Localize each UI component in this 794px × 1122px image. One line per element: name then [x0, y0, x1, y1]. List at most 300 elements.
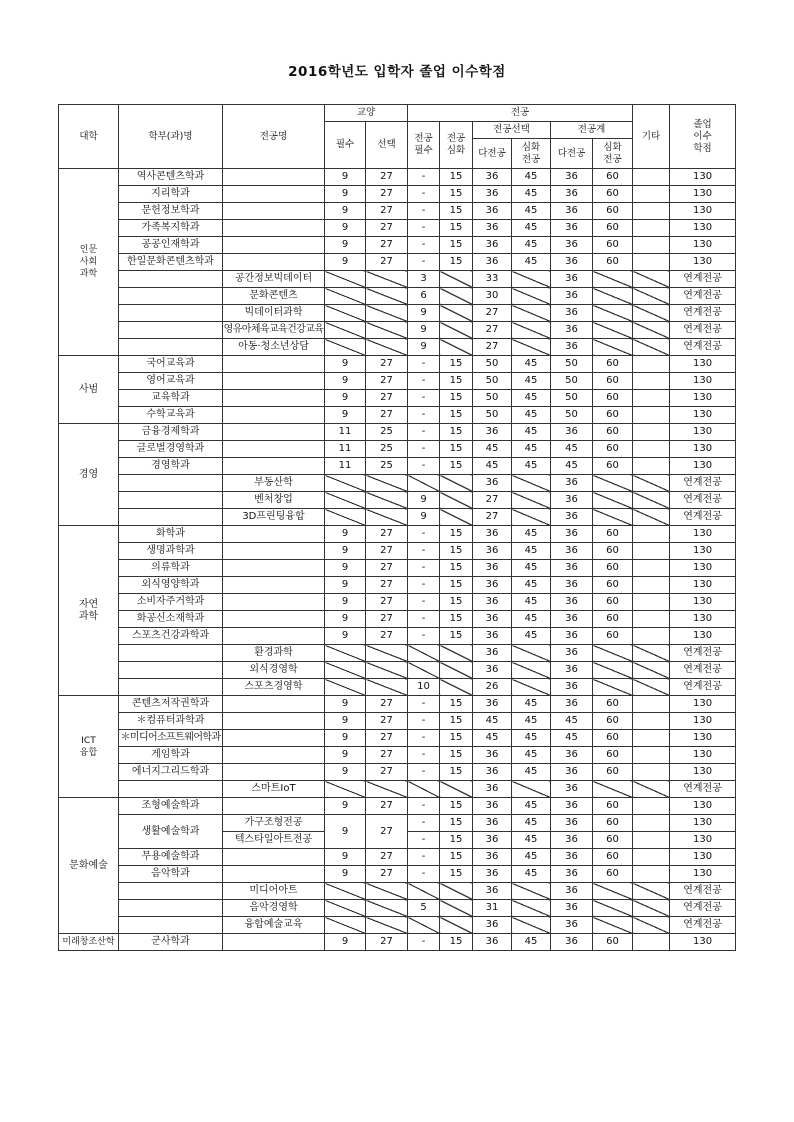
total-advanced-empty-cell	[593, 679, 633, 696]
total-multi-cell: 36	[551, 883, 593, 900]
etc-cell	[633, 186, 670, 203]
etc-cell	[633, 594, 670, 611]
select-multi-cell: 50	[473, 407, 512, 424]
select-advanced-cell: 45	[512, 696, 551, 713]
major-advanced-empty-cell	[440, 305, 473, 322]
major-cell	[223, 713, 325, 730]
major-required-cell: -	[408, 560, 440, 577]
college-cell: 자연 과학	[59, 526, 119, 696]
liberal-required-cell: 9	[325, 237, 366, 254]
liberal-required-empty-cell	[325, 339, 366, 356]
major-cell	[223, 356, 325, 373]
liberal-elective-cell: 27	[366, 220, 408, 237]
major-cell	[223, 798, 325, 815]
department-cell: ＊컴퓨터과학과	[119, 713, 223, 730]
major-required-cell: -	[408, 866, 440, 883]
select-advanced-empty-cell	[512, 339, 551, 356]
major-required-cell: -	[408, 543, 440, 560]
liberal-required-empty-cell	[325, 645, 366, 662]
total-multi-cell: 36	[551, 424, 593, 441]
total-advanced-empty-cell	[593, 339, 633, 356]
liberal-elective-cell: 27	[366, 611, 408, 628]
graduation-credits-cell: 130	[670, 849, 736, 866]
select-multi-cell: 36	[473, 883, 512, 900]
select-advanced-cell: 45	[512, 866, 551, 883]
total-multi-cell: 36	[551, 628, 593, 645]
liberal-required-cell: 9	[325, 543, 366, 560]
liberal-required-cell: 9	[325, 373, 366, 390]
total-multi-cell: 36	[551, 934, 593, 951]
header-etc: 기타	[633, 105, 670, 169]
table-row	[59, 475, 736, 492]
total-advanced-empty-cell	[593, 271, 633, 288]
table-row	[59, 730, 736, 747]
liberal-required-cell: 9	[325, 407, 366, 424]
major-advanced-cell: 15	[440, 407, 473, 424]
liberal-required-cell: 9	[325, 730, 366, 747]
liberal-required-cell: 9	[325, 594, 366, 611]
department-cell	[119, 475, 223, 492]
major-required-cell: -	[408, 696, 440, 713]
total-advanced-cell: 60	[593, 594, 633, 611]
liberal-required-cell: 9	[325, 764, 366, 781]
major-cell: 스마트IoT	[223, 781, 325, 798]
department-cell	[119, 288, 223, 305]
total-multi-cell: 36	[551, 611, 593, 628]
select-advanced-cell: 45	[512, 798, 551, 815]
select-multi-cell: 36	[473, 645, 512, 662]
major-required-empty-cell	[408, 645, 440, 662]
liberal-elective-cell: 27	[366, 186, 408, 203]
table-row	[59, 288, 736, 305]
select-advanced-empty-cell	[512, 475, 551, 492]
major-required-empty-cell	[408, 475, 440, 492]
select-multi-cell: 36	[473, 186, 512, 203]
select-multi-cell: 31	[473, 900, 512, 917]
table-row	[59, 543, 736, 560]
liberal-required-cell: 9	[325, 220, 366, 237]
table-row	[59, 611, 736, 628]
department-cell	[119, 271, 223, 288]
graduation-credits-cell: 130	[670, 764, 736, 781]
major-required-cell: 9	[408, 339, 440, 356]
total-advanced-cell: 60	[593, 526, 633, 543]
total-multi-cell: 36	[551, 679, 593, 696]
select-advanced-empty-cell	[512, 900, 551, 917]
major-required-cell: 9	[408, 305, 440, 322]
table-row	[59, 917, 736, 934]
table-row	[59, 441, 736, 458]
select-multi-cell: 36	[473, 662, 512, 679]
credits-table	[58, 104, 736, 951]
liberal-required-cell: 9	[325, 560, 366, 577]
college-cell: 미래창조산학	[59, 934, 119, 951]
etc-cell	[633, 373, 670, 390]
major-advanced-cell: 15	[440, 186, 473, 203]
table-row	[59, 254, 736, 271]
header-major-name: 전공명	[223, 105, 325, 169]
total-multi-cell: 36	[551, 254, 593, 271]
total-multi-cell: 36	[551, 237, 593, 254]
etc-cell	[633, 934, 670, 951]
select-advanced-cell: 45	[512, 730, 551, 747]
department-cell: 스포츠건강과학과	[119, 628, 223, 645]
total-multi-cell: 50	[551, 407, 593, 424]
select-multi-cell: 50	[473, 356, 512, 373]
table-row	[59, 305, 736, 322]
table-body	[59, 169, 736, 951]
graduation-credits-cell: 연계전공	[670, 339, 736, 356]
liberal-required-empty-cell	[325, 917, 366, 934]
total-multi-cell: 36	[551, 169, 593, 186]
major-advanced-empty-cell	[440, 645, 473, 662]
liberal-required-cell: 9	[325, 815, 366, 849]
major-cell	[223, 424, 325, 441]
department-cell	[119, 322, 223, 339]
total-multi-cell: 36	[551, 322, 593, 339]
major-cell	[223, 186, 325, 203]
table-row	[59, 662, 736, 679]
total-multi-cell: 36	[551, 543, 593, 560]
etc-cell	[633, 407, 670, 424]
liberal-required-empty-cell	[325, 271, 366, 288]
major-cell	[223, 849, 325, 866]
etc-empty-cell	[633, 475, 670, 492]
major-advanced-cell: 15	[440, 356, 473, 373]
liberal-elective-empty-cell	[366, 322, 408, 339]
select-advanced-cell: 45	[512, 407, 551, 424]
total-multi-cell: 36	[551, 526, 593, 543]
total-advanced-cell: 60	[593, 186, 633, 203]
liberal-elective-empty-cell	[366, 917, 408, 934]
total-advanced-cell: 60	[593, 866, 633, 883]
etc-cell	[633, 628, 670, 645]
select-multi-cell: 36	[473, 203, 512, 220]
department-cell	[119, 339, 223, 356]
liberal-elective-cell: 27	[366, 203, 408, 220]
graduation-credits-cell: 연계전공	[670, 509, 736, 526]
department-cell	[119, 645, 223, 662]
graduation-credits-cell: 130	[670, 390, 736, 407]
select-multi-cell: 36	[473, 832, 512, 849]
department-cell: 글로벌경영학과	[119, 441, 223, 458]
liberal-elective-cell: 27	[366, 815, 408, 849]
select-advanced-empty-cell	[512, 917, 551, 934]
graduation-credits-cell: 130	[670, 747, 736, 764]
table-row	[59, 458, 736, 475]
table-row	[59, 747, 736, 764]
select-multi-cell: 36	[473, 917, 512, 934]
etc-empty-cell	[633, 271, 670, 288]
graduation-credits-cell: 연계전공	[670, 662, 736, 679]
select-multi-cell: 36	[473, 849, 512, 866]
select-multi-cell: 36	[473, 560, 512, 577]
select-multi-cell: 27	[473, 492, 512, 509]
total-advanced-empty-cell	[593, 781, 633, 798]
major-required-cell: -	[408, 458, 440, 475]
major-required-empty-cell	[408, 917, 440, 934]
department-cell: 영어교육과	[119, 373, 223, 390]
select-multi-cell: 36	[473, 934, 512, 951]
major-required-cell: 9	[408, 322, 440, 339]
select-advanced-cell: 45	[512, 577, 551, 594]
liberal-elective-cell: 27	[366, 730, 408, 747]
major-required-cell: -	[408, 713, 440, 730]
major-advanced-empty-cell	[440, 679, 473, 696]
header-major-total: 전공계	[551, 122, 633, 139]
major-advanced-cell: 15	[440, 543, 473, 560]
college-cell: 경영	[59, 424, 119, 526]
etc-empty-cell	[633, 781, 670, 798]
major-advanced-cell: 15	[440, 577, 473, 594]
select-multi-cell: 36	[473, 543, 512, 560]
graduation-credits-cell: 연계전공	[670, 305, 736, 322]
select-advanced-cell: 45	[512, 815, 551, 832]
liberal-elective-cell: 25	[366, 424, 408, 441]
major-required-cell: -	[408, 594, 440, 611]
select-multi-cell: 36	[473, 611, 512, 628]
major-required-cell: 3	[408, 271, 440, 288]
total-advanced-cell: 60	[593, 849, 633, 866]
liberal-elective-cell: 27	[366, 560, 408, 577]
select-multi-cell: 36	[473, 781, 512, 798]
major-required-cell: -	[408, 186, 440, 203]
liberal-required-cell: 9	[325, 356, 366, 373]
header-major-advanced: 전공 심화	[440, 122, 473, 169]
liberal-required-empty-cell	[325, 662, 366, 679]
etc-cell	[633, 458, 670, 475]
major-advanced-cell: 15	[440, 730, 473, 747]
liberal-required-cell: 11	[325, 458, 366, 475]
major-cell: 외식경영학	[223, 662, 325, 679]
major-cell	[223, 407, 325, 424]
major-required-cell: -	[408, 730, 440, 747]
major-cell: 음악경영학	[223, 900, 325, 917]
graduation-credits-cell: 연계전공	[670, 492, 736, 509]
major-cell	[223, 764, 325, 781]
department-cell	[119, 679, 223, 696]
select-advanced-cell: 45	[512, 373, 551, 390]
select-multi-cell: 26	[473, 679, 512, 696]
table-row	[59, 407, 736, 424]
liberal-required-empty-cell	[325, 883, 366, 900]
total-advanced-cell: 60	[593, 390, 633, 407]
graduation-credits-cell: 연계전공	[670, 322, 736, 339]
select-advanced-empty-cell	[512, 271, 551, 288]
liberal-elective-cell: 27	[366, 526, 408, 543]
etc-cell	[633, 543, 670, 560]
select-multi-cell: 36	[473, 628, 512, 645]
etc-cell	[633, 356, 670, 373]
liberal-elective-cell: 27	[366, 747, 408, 764]
liberal-required-empty-cell	[325, 781, 366, 798]
select-multi-cell: 36	[473, 475, 512, 492]
major-advanced-empty-cell	[440, 492, 473, 509]
header-college: 대학	[59, 105, 119, 169]
liberal-required-empty-cell	[325, 475, 366, 492]
header-major-required: 전공 필수	[408, 122, 440, 169]
major-advanced-cell: 15	[440, 713, 473, 730]
graduation-credits-cell: 130	[670, 186, 736, 203]
graduation-credits-cell: 130	[670, 237, 736, 254]
liberal-required-cell: 9	[325, 696, 366, 713]
liberal-elective-cell: 27	[366, 934, 408, 951]
etc-empty-cell	[633, 305, 670, 322]
department-cell: 화공신소재학과	[119, 611, 223, 628]
major-advanced-empty-cell	[440, 900, 473, 917]
total-advanced-cell: 60	[593, 254, 633, 271]
graduation-credits-cell: 130	[670, 594, 736, 611]
liberal-elective-empty-cell	[366, 509, 408, 526]
major-required-empty-cell	[408, 662, 440, 679]
liberal-elective-empty-cell	[366, 883, 408, 900]
liberal-elective-cell: 27	[366, 577, 408, 594]
department-cell: 문헌정보학과	[119, 203, 223, 220]
total-multi-cell: 36	[551, 832, 593, 849]
etc-cell	[633, 832, 670, 849]
graduation-credits-cell: 연계전공	[670, 645, 736, 662]
liberal-required-empty-cell	[325, 900, 366, 917]
etc-empty-cell	[633, 900, 670, 917]
select-advanced-cell: 45	[512, 203, 551, 220]
total-advanced-cell: 60	[593, 696, 633, 713]
total-multi-cell: 45	[551, 441, 593, 458]
total-multi-cell: 36	[551, 917, 593, 934]
etc-empty-cell	[633, 917, 670, 934]
header-major-group: 전공	[408, 105, 633, 122]
graduation-credits-cell: 130	[670, 730, 736, 747]
table-row	[59, 169, 736, 186]
select-multi-cell: 36	[473, 747, 512, 764]
table-row	[59, 390, 736, 407]
select-advanced-cell: 45	[512, 390, 551, 407]
major-advanced-empty-cell	[440, 322, 473, 339]
liberal-required-empty-cell	[325, 288, 366, 305]
total-advanced-cell: 60	[593, 560, 633, 577]
major-advanced-empty-cell	[440, 339, 473, 356]
major-advanced-cell: 15	[440, 696, 473, 713]
table-row	[59, 883, 736, 900]
graduation-credits-cell: 130	[670, 798, 736, 815]
table-row	[59, 815, 736, 832]
header-select-multi: 다전공	[473, 139, 512, 169]
select-advanced-empty-cell	[512, 322, 551, 339]
etc-cell	[633, 169, 670, 186]
select-multi-cell: 36	[473, 220, 512, 237]
select-multi-cell: 36	[473, 424, 512, 441]
total-advanced-cell: 60	[593, 441, 633, 458]
department-cell: 음악학과	[119, 866, 223, 883]
table-row	[59, 696, 736, 713]
etc-empty-cell	[633, 339, 670, 356]
major-cell	[223, 254, 325, 271]
table-row	[59, 424, 736, 441]
select-advanced-cell: 45	[512, 543, 551, 560]
department-cell: 가족복지학과	[119, 220, 223, 237]
major-advanced-cell: 15	[440, 560, 473, 577]
department-cell	[119, 917, 223, 934]
major-advanced-cell: 15	[440, 441, 473, 458]
table-row	[59, 900, 736, 917]
department-cell: ＊미디어소프트웨어학과	[119, 730, 223, 747]
select-multi-cell: 33	[473, 271, 512, 288]
major-cell	[223, 747, 325, 764]
graduation-credits-cell: 130	[670, 832, 736, 849]
liberal-elective-cell: 27	[366, 390, 408, 407]
major-advanced-cell: 15	[440, 849, 473, 866]
total-multi-cell: 36	[551, 645, 593, 662]
select-advanced-cell: 45	[512, 186, 551, 203]
graduation-credits-cell: 연계전공	[670, 781, 736, 798]
total-advanced-cell: 60	[593, 203, 633, 220]
major-cell	[223, 203, 325, 220]
total-advanced-cell: 60	[593, 730, 633, 747]
major-cell	[223, 696, 325, 713]
major-advanced-empty-cell	[440, 883, 473, 900]
liberal-elective-empty-cell	[366, 679, 408, 696]
total-advanced-cell: 60	[593, 713, 633, 730]
etc-cell	[633, 237, 670, 254]
graduation-credits-cell: 연계전공	[670, 271, 736, 288]
major-cell	[223, 577, 325, 594]
table-row	[59, 203, 736, 220]
total-advanced-cell: 60	[593, 764, 633, 781]
select-advanced-cell: 45	[512, 611, 551, 628]
liberal-elective-cell: 27	[366, 169, 408, 186]
graduation-credits-cell: 연계전공	[670, 475, 736, 492]
liberal-elective-empty-cell	[366, 305, 408, 322]
major-advanced-empty-cell	[440, 509, 473, 526]
table-row	[59, 866, 736, 883]
major-required-cell: -	[408, 526, 440, 543]
select-advanced-cell: 45	[512, 424, 551, 441]
total-multi-cell: 36	[551, 696, 593, 713]
department-cell: 한일문화콘텐츠학과	[119, 254, 223, 271]
department-cell	[119, 492, 223, 509]
major-required-cell: 9	[408, 492, 440, 509]
table-row	[59, 781, 736, 798]
total-advanced-empty-cell	[593, 475, 633, 492]
select-multi-cell: 27	[473, 305, 512, 322]
table-row	[59, 577, 736, 594]
major-cell	[223, 628, 325, 645]
major-cell	[223, 594, 325, 611]
liberal-elective-empty-cell	[366, 475, 408, 492]
graduation-credits-cell: 130	[670, 458, 736, 475]
liberal-elective-cell: 27	[366, 849, 408, 866]
table-row	[59, 509, 736, 526]
select-multi-cell: 36	[473, 798, 512, 815]
table-row	[59, 322, 736, 339]
department-cell	[119, 509, 223, 526]
liberal-required-cell: 9	[325, 713, 366, 730]
graduation-credits-cell: 130	[670, 169, 736, 186]
department-cell: 군사학과	[119, 934, 223, 951]
major-advanced-cell: 15	[440, 628, 473, 645]
table-row	[59, 934, 736, 951]
major-advanced-cell: 15	[440, 526, 473, 543]
major-required-cell: -	[408, 815, 440, 832]
major-cell	[223, 730, 325, 747]
select-advanced-cell: 45	[512, 458, 551, 475]
department-cell	[119, 883, 223, 900]
total-multi-cell: 36	[551, 220, 593, 237]
etc-cell	[633, 254, 670, 271]
major-required-cell: -	[408, 390, 440, 407]
major-required-cell: -	[408, 254, 440, 271]
liberal-required-cell: 9	[325, 611, 366, 628]
liberal-required-cell: 11	[325, 424, 366, 441]
